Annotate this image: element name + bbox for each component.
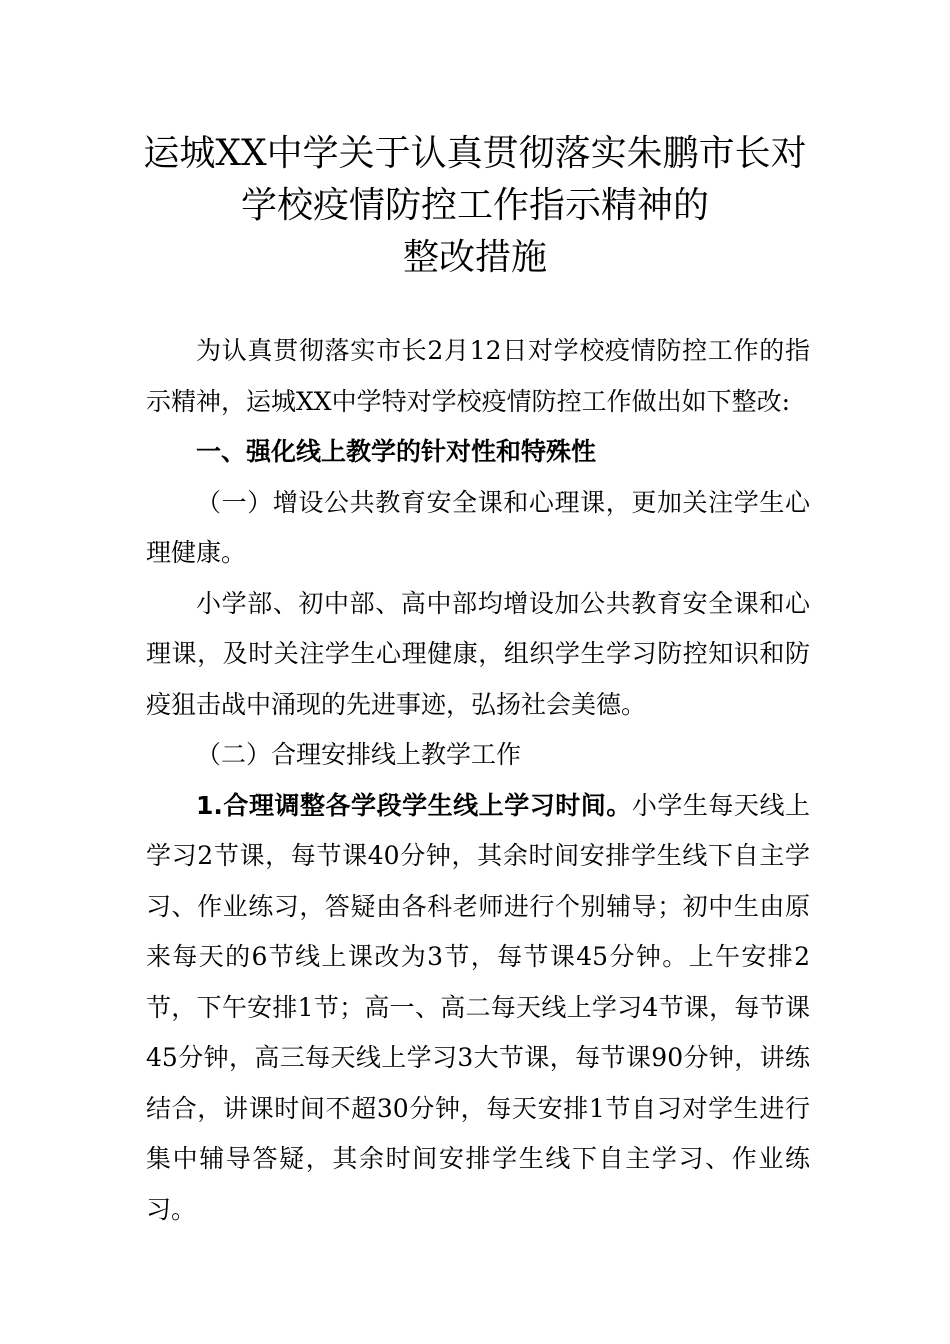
subsection1-heading: （一）增设公共教育安全课和心理课，更加关注学生心理健康。 — [146, 487, 810, 567]
document-title — [100, 128, 850, 284]
subsection1-body: 小学部、初中部、高中部均增设加公共教育安全课和心理课，及时关注学生心理健康，组织学生学习防控知识和防疫狙击战中涌现的先进事迹，弘扬社会美德。 — [146, 588, 810, 719]
title-line-2: 学校疫情防控工作指示精神的 — [240, 185, 709, 226]
title-line-3: 整改措施 — [402, 237, 547, 278]
document-body — [146, 326, 810, 1235]
title-line-1: 运城XX中学关于认真贯彻落实朱鹏市长对 — [143, 133, 807, 174]
intro-paragraph: 为认真贯彻落实市长2月12日对学校疫情防控工作的指示精神，运城XX中学特对学校疫情防控工作做出如下整改: — [146, 336, 810, 416]
item1-lead: 1.合理调整各学段学生线上学习时间。 — [196, 790, 632, 820]
section1-heading: 一、强化线上教学的针对性和特殊性 — [196, 437, 597, 466]
subsection2-heading: （二）合理安排线上教学工作 — [196, 740, 522, 769]
item1-body: 小学生每天线上学习2节课，每节课40分钟，其余时间安排学生线下自主学习、作业练习，答疑由各科老师进行个别辅导；初中生由原来每天的6节线上课改为3节，每节课45分钟。上午安排2节，下午安排1节；高一、高二每天线上学习4节课，每节课45分钟，高三每天线上学习3大节课，每节课90分钟，讲练结合，讲课时间不超30分钟，每天安排1节自习对学生进行集中辅导答疑，其余时间安排学生线下自主学习、作业练习。 — [146, 790, 810, 1224]
item1-paragraph — [146, 781, 810, 1236]
